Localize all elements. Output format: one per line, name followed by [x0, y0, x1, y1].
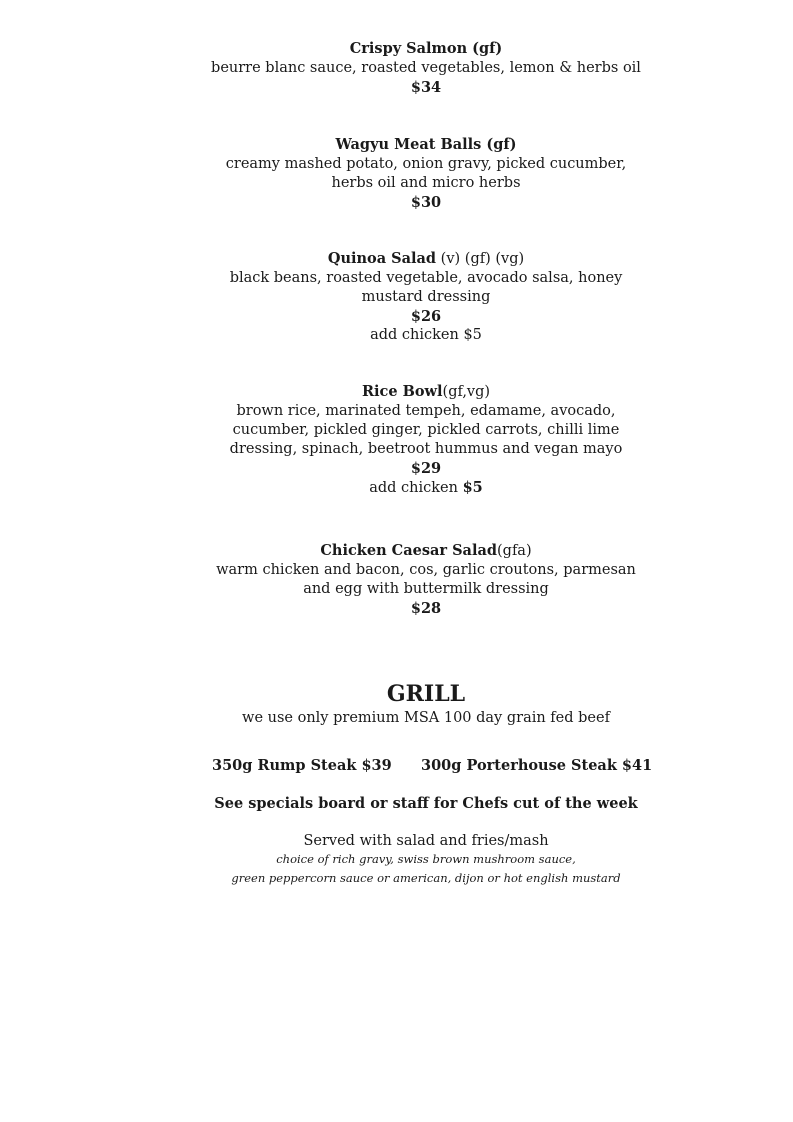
dish-title-line: [196, 135, 656, 155]
dish-price: $29: [410, 460, 442, 477]
dish-description: black beans, roasted vegetable, avocado salsa, honey mustard dressing: [229, 270, 623, 305]
dish-price: $30: [410, 194, 442, 211]
dish-description: warm chicken and bacon, cos, garlic croutons, parmesan and egg with buttermilk dressing: [216, 562, 636, 597]
served-with-note: Served with salad and fries/mash: [303, 833, 549, 849]
dish-price: $34: [410, 79, 442, 96]
grill-subtitle: we use only premium MSA 100 day grain fed beef: [242, 710, 610, 726]
dish-tags: (gfa): [497, 543, 532, 559]
dish-addon: add chicken $5: [370, 327, 482, 343]
menu-item-chicken-caesar-salad: [196, 541, 656, 618]
dish-description: brown rice, marinated tempeh, edamame, avocado, cucumber, pickled ginger, pickled carrots, chilli lime dressing, spinach, beetroot hummus and vegan mayo: [229, 403, 623, 457]
addon-text: add chicken: [369, 480, 463, 496]
menu-item-wagyu-meat-balls: [196, 135, 656, 212]
dish-price: $28: [410, 600, 442, 617]
dish-name: Crispy Salmon (gf): [349, 40, 503, 57]
dish-tags: (gf,vg): [442, 384, 491, 400]
dish-title-line: [196, 541, 656, 561]
dish-description: creamy mashed potato, onion gravy, picked cucumber, herbs oil and micro herbs: [225, 156, 627, 191]
dish-description: beurre blanc sauce, roasted vegetables, lemon & herbs oil: [211, 60, 641, 76]
dish-tags: (v) (gf) (vg): [436, 251, 525, 267]
specials-note: See specials board or staff for Chefs cut of the week: [214, 795, 638, 812]
dish-name: Quinoa Salad: [327, 250, 437, 267]
dish-name: Rice Bowl: [361, 383, 443, 400]
sauce-options-line-2: green peppercorn sauce or american, dijon or hot english mustard: [231, 871, 621, 885]
dish-title-line: [196, 382, 656, 402]
menu-item-crispy-salmon: [196, 39, 656, 97]
dish-title-line: [196, 249, 656, 269]
menu-item-quinoa-salad: [196, 249, 656, 345]
steak-rump: 350g Rump Steak $39: [212, 757, 392, 774]
steak-porterhouse: 300g Porterhouse Steak $41: [421, 757, 653, 774]
dish-price: $26: [410, 308, 442, 325]
dish-addon: [196, 478, 656, 498]
dish-title-line: [196, 39, 656, 59]
menu-item-rice-bowl: [196, 382, 656, 498]
grill-section-title: GRILL: [386, 681, 466, 707]
sauce-options-line-1: choice of rich gravy, swiss brown mushroom sauce,: [276, 852, 576, 866]
dish-name: Wagyu Meat Balls (gf): [335, 136, 517, 153]
addon-price: $5: [462, 479, 483, 496]
dish-name: Chicken Caesar Salad: [320, 542, 497, 559]
